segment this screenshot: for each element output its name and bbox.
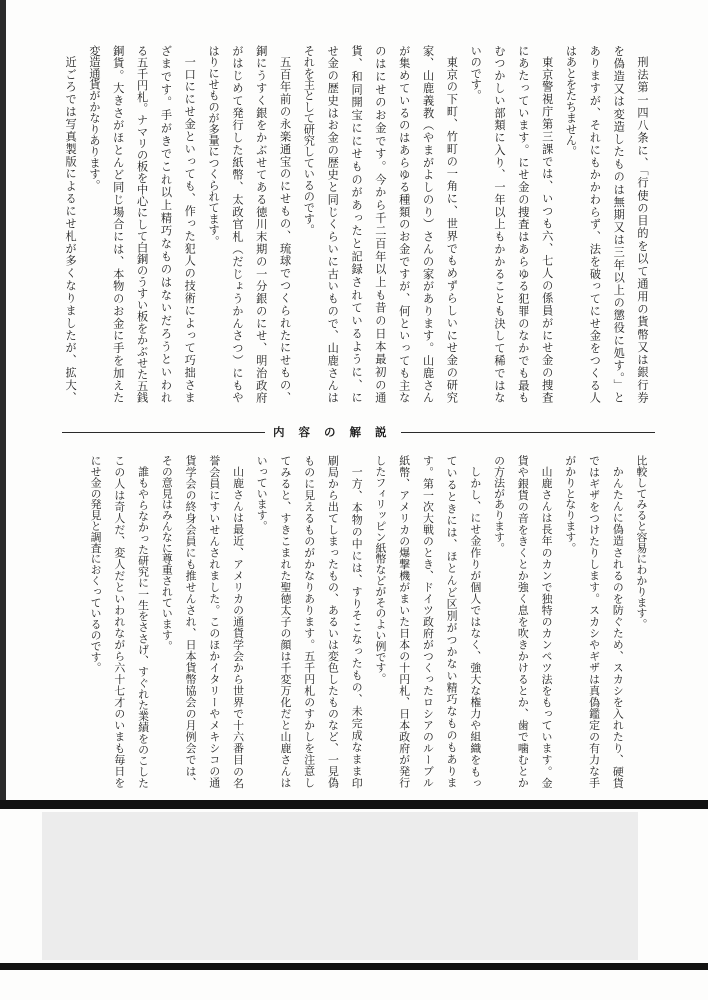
text-line: しかし、にせ金作りが個人ではなく、強大な権力や組織をもっ (468, 465, 482, 788)
text-line: ているときには、ほとんど区別がつかない精巧なものもありま (445, 455, 459, 788)
text-line: 東京の下町、竹町の一角に、世界でもめずらしいにせ金の研究 (445, 56, 459, 403)
text-line: はりにせものが多量につくられてます。 (207, 45, 221, 247)
paragraph (155, 455, 250, 788)
text-line: 変造通貨がかなりあります。 (87, 45, 101, 191)
paragraph (487, 455, 558, 788)
text-line: がはじめて発行した紙幣、太政官札（だじょうかんさつ）にもや (230, 45, 244, 403)
text-line: いのです。 (469, 45, 483, 101)
text-line: 銅貨。大きさがほとんど同じ場合には、本物のお金に手を加えた (111, 45, 125, 403)
text-line: 貨や銀貨の音をきくとか強く息を吹きかけるとか、歯で噛むとか (516, 455, 530, 788)
text-line: がかりとなります。 (563, 455, 577, 554)
text-line: 銅にうすく銀をかぶせてある徳川末期の一分銀のにせ、明治政府 (254, 45, 268, 403)
text-line: 貨、和同開宝ににせものがあったと記録されているように、に (350, 45, 364, 403)
text-line: 紙幣、アメリカの爆撃機がまいた日本の十円札、日本政府が発行 (397, 455, 411, 788)
text-line: この人は奇人だ、変人だといわれながら六十七才のいまも毎日を (112, 455, 126, 788)
text-line: にあたっています。にせ金の捜査はあらゆる犯罪のなかでも最も (516, 45, 530, 403)
paragraph (82, 45, 201, 403)
paragraph (58, 45, 82, 403)
scan-bar-lower (0, 963, 708, 970)
scan-edge-left (0, 0, 6, 800)
text-line: 山鹿さんは長年のカンで独特のカンペツ法をもっています。金 (540, 465, 554, 788)
text-line: 刑法第一四八条に、「行使の目的を以て通用の貨幣又は銀行券 (636, 56, 649, 403)
text-line: したフィリッピン紙幣などがそのよい例です。 (373, 455, 387, 684)
text-line: 貨学会の終身会員にも推せんされ、日本貨幣協会の月例会では、 (184, 455, 198, 788)
text-line: る五千円札。ナマリの板を中心にして白銅のうすい板をかぶせた五銭 (135, 45, 149, 403)
paragraph (629, 455, 653, 788)
scan-shaded-area (42, 812, 638, 960)
paragraph (83, 455, 154, 788)
text-line: 山鹿さんは最近、アメリカの通貨学会から世界で十六番目の名 (231, 465, 245, 788)
lower-commentary-text (83, 455, 653, 788)
paragraph (297, 45, 464, 403)
text-line: 一口ににせ金といっても、作った犯人の技術によって巧拙さま (183, 56, 197, 403)
upper-article-text (58, 45, 654, 403)
text-line: す。第一次大戦のとき、ドイツ政府がつくったロシアのルーブル (421, 455, 435, 788)
text-line: はあとをたちません。 (564, 45, 578, 157)
text-line: 家、山鹿義教（やまがよしのり）さんの家があります。山鹿さん (421, 45, 435, 403)
text-line: ざまです。手がきでこれ以上精巧なものはないだろうといわれ (159, 45, 173, 403)
text-line: 東京警視庁第三課では、いつも六、七人の係員がにせ金の捜査 (540, 56, 554, 403)
text-line: が集めているのはあらゆる種類のお金ですが、何といっても主な (397, 45, 411, 403)
paragraph (558, 455, 629, 788)
text-line: 誰もやらなかった研究に一生をささげ、すぐれた業績をのこした (136, 465, 150, 788)
paragraph (463, 45, 558, 403)
text-line: のはにせのお金です。今から千二百年以上も昔の日本最初の通 (373, 45, 387, 403)
text-line: ありますが、それにもかかわらず、法を破ってにせ金をつくる人 (588, 45, 602, 403)
text-line: の方法があります。 (492, 455, 506, 554)
paragraph (368, 455, 487, 788)
paragraph (250, 455, 369, 788)
section-heading: 内容の解説 (273, 425, 401, 439)
divider-rule-right (401, 432, 656, 433)
text-line: を偽造又は変造したものは無期又は三年以上の懲役に処す。」と (612, 45, 626, 403)
text-line: 刷局から出てしまったもの、あるいは変色したものなど、一見偽 (326, 455, 340, 788)
text-line: それを主として研究しているのです。 (302, 45, 316, 236)
text-line: 近ごろでは写真製版によるにせ札が多くなりましたが、拡大、 (64, 56, 78, 403)
divider-rule-left (62, 432, 265, 433)
text-line: 誉会員にすいせんされました。このほかイタリーやメキシコの通 (207, 455, 221, 788)
text-line: むつかしい部類に入り、一年以上もかかることも決して稀ではな (493, 45, 507, 403)
paragraph (201, 45, 296, 403)
text-line: その意見はみんなに尊重されています。 (160, 455, 174, 652)
text-line: いっています。 (255, 455, 269, 532)
scan-bar-upper (0, 800, 708, 809)
text-line: ものに見えるものがかなりあります。五千円札のすかしを注意し (302, 455, 316, 788)
text-line: にせ金の発見と調査におくっているのです。 (89, 455, 103, 673)
text-line: せ金の歴史はお金の歴史と同じくらいに古いもので、山鹿さんは (326, 45, 340, 403)
paragraph (559, 45, 654, 403)
text-line: 五百年前の永楽通宝のにせもの、琉球でつくられたにせもの、 (278, 56, 292, 403)
text-line: 一方、本物の中には、すりそこなったもの、未完成なまま印 (350, 465, 364, 788)
text-line: ではギザをつけたりします。スカシやギザは真偽鑑定の有力な手 (587, 455, 601, 788)
text-line: てみると、すきこまれた聖徳太子の顔は千変万化だと山鹿さんは (278, 455, 292, 788)
text-line: 比較してみると容易にわかります。 (635, 455, 648, 630)
section-divider (62, 424, 655, 440)
text-line: かんたんに偽造されるのを防ぐため、スカシを入れたり、硬貨 (611, 465, 625, 788)
